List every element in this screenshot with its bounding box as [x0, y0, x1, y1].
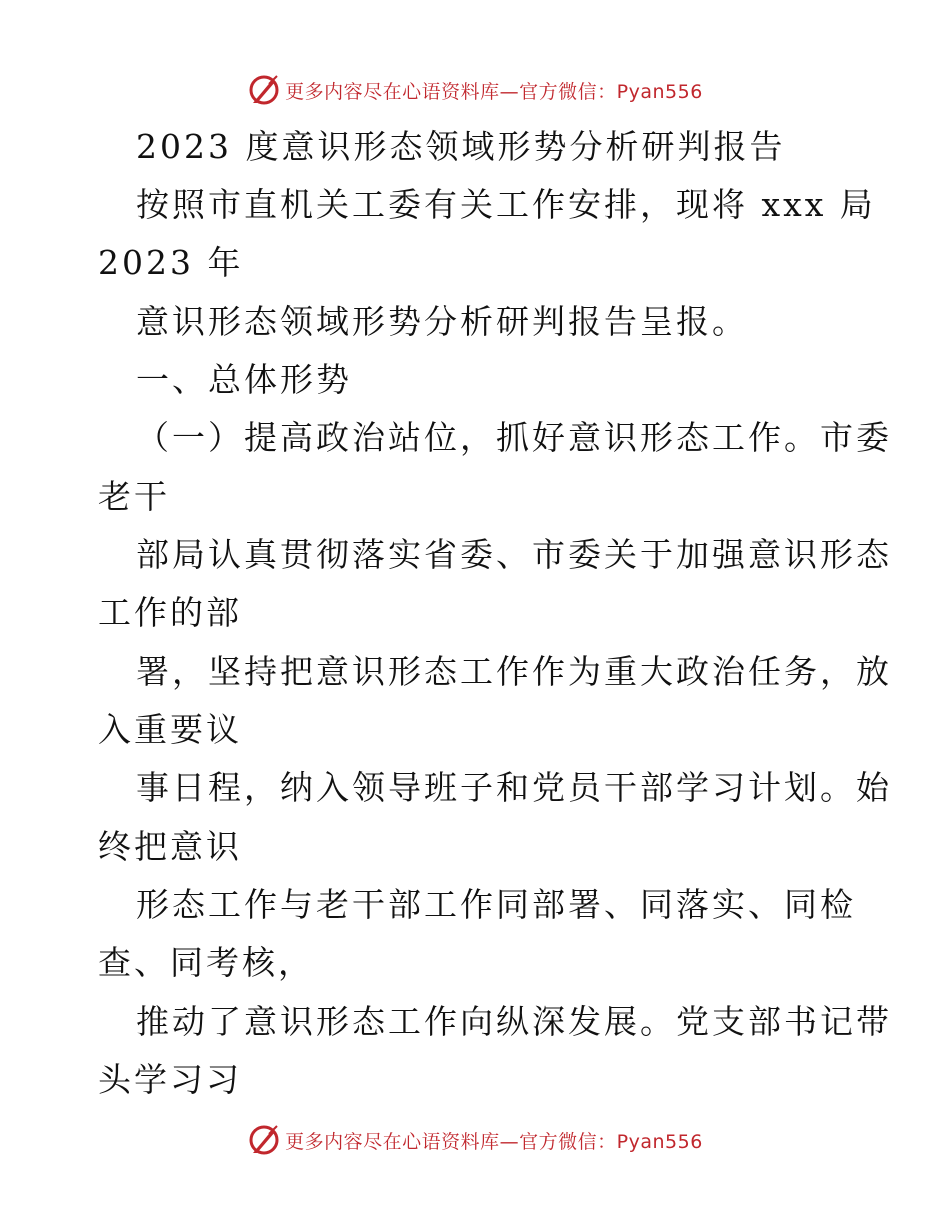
paragraph-line: 推动了意识形态工作向纵深发展。党支部书记带 — [136, 1002, 892, 1041]
header-banner — [0, 70, 950, 110]
paragraph-line: 头学习习 — [98, 1060, 242, 1099]
paragraph-line: 老干 — [98, 477, 170, 516]
paragraph-line: 部局认真贯彻落实省委、市委关于加强意识形态 — [136, 535, 892, 574]
quill-logo-icon — [247, 73, 281, 107]
paragraph-line: 按照市直机关工委有关工作安排，现将 xxx 局 — [136, 185, 876, 224]
header-banner-separator: — — [499, 80, 520, 103]
footer-banner-text — [285, 1127, 703, 1154]
paragraph-line: 意识形态领域形势分析研判报告呈报。 — [136, 302, 748, 341]
footer-banner — [0, 1120, 950, 1160]
footer-banner-separator: — — [499, 1130, 520, 1153]
paragraph-line: 入重要议 — [98, 710, 242, 749]
footer-banner-site: 更多内容尽在心语资料库 — [285, 1130, 500, 1153]
paragraph-line: 署，坚持把意识形态工作作为重大政治任务，放 — [136, 652, 892, 691]
section-heading: 一、总体形势 — [136, 360, 352, 399]
footer-banner-wechat: 官方微信：Pyan556 — [519, 1130, 703, 1153]
document-title: 2023 度意识形态领域形势分析研判报告 — [136, 127, 786, 166]
quill-logo-icon — [247, 1123, 281, 1157]
paragraph-line: 终把意识 — [98, 827, 242, 866]
paragraph-line: 形态工作与老干部工作同部署、同落实、同检 — [136, 885, 856, 924]
paragraph-line: 事日程，纳入领导班子和党员干部学习计划。始 — [136, 768, 892, 807]
paragraph-line: （一）提高政治站位，抓好意识形态工作。市委 — [136, 418, 892, 457]
header-banner-site: 更多内容尽在心语资料库 — [285, 80, 500, 103]
paragraph-line: 查、同考核， — [98, 943, 314, 982]
paragraph-line: 工作的部 — [98, 593, 242, 632]
header-banner-text — [285, 77, 703, 104]
paragraph-line: 2023 年 — [98, 243, 244, 282]
header-banner-wechat: 官方微信：Pyan556 — [519, 80, 703, 103]
